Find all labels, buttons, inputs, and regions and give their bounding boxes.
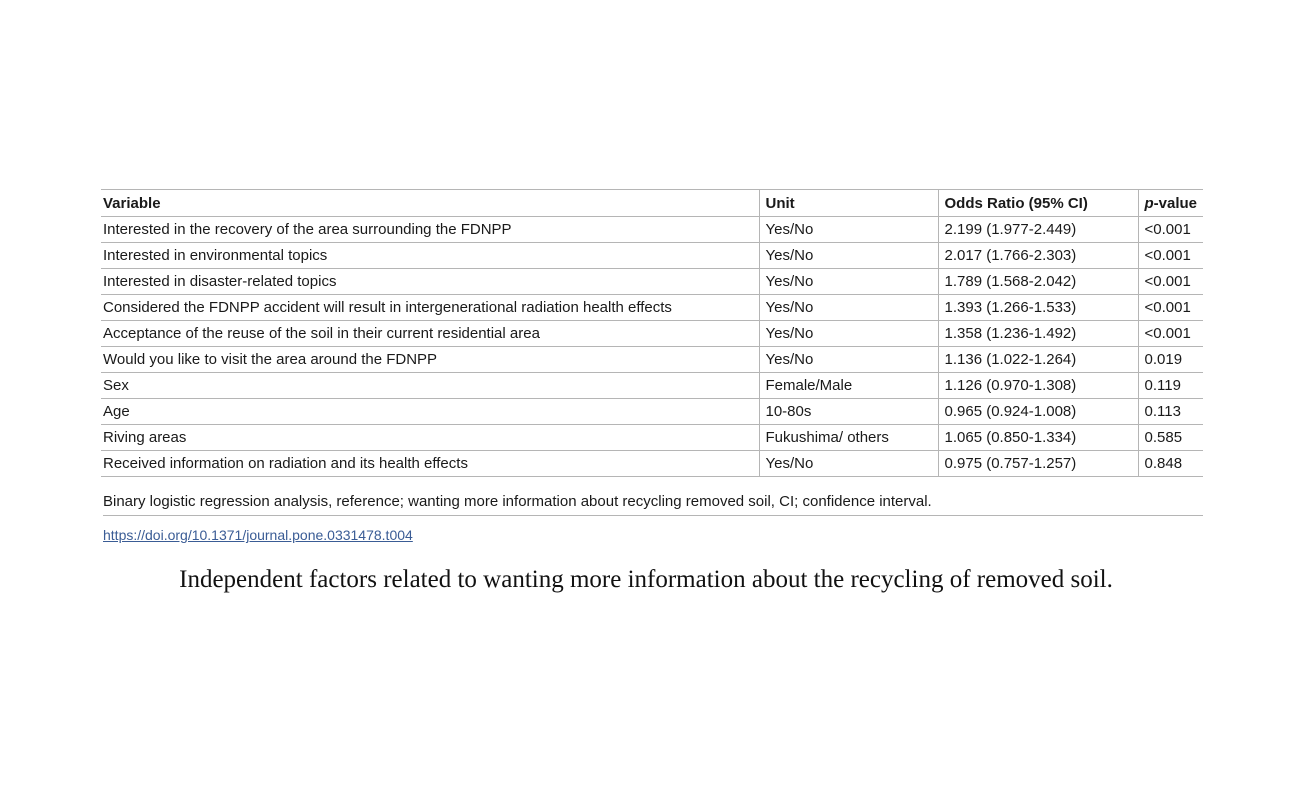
cell-odds-ratio: 1.358 (1.236-1.492) [938,321,1138,347]
table-footnote: Binary logistic regression analysis, reference; wanting more information about recycling removed soil, CI; confidence interval. [103,493,1203,516]
table-row [101,347,1203,373]
cell-unit: Fukushima/ others [759,425,938,451]
table-row [101,451,1203,477]
cell-p-value: <0.001 [1138,269,1203,295]
cell-variable: Sex [101,373,759,399]
cell-variable: Interested in the recovery of the area surrounding the FDNPP [101,217,759,243]
cell-odds-ratio: 2.017 (1.766-2.303) [938,243,1138,269]
results-table-container [101,189,1203,477]
table-row [101,217,1203,243]
cell-unit: Yes/No [759,347,938,373]
doi-link[interactable]: https://doi.org/10.1371/journal.pone.0331478.t004 [103,527,413,543]
cell-variable: Would you like to visit the area around the FDNPP [101,347,759,373]
table-row [101,243,1203,269]
table-row [101,295,1203,321]
cell-unit: Yes/No [759,451,938,477]
table-header-row [101,190,1203,217]
cell-p-value: 0.585 [1138,425,1203,451]
header-p-value-italic: p [1144,194,1154,212]
cell-p-value: 0.119 [1138,373,1203,399]
cell-p-value: 0.848 [1138,451,1203,477]
cell-p-value: <0.001 [1138,243,1203,269]
header-unit: Unit [759,190,938,217]
header-odds-ratio: Odds Ratio (95% CI) [938,190,1138,217]
header-p-value [1138,190,1203,217]
table-row [101,269,1203,295]
cell-odds-ratio: 1.065 (0.850-1.334) [938,425,1138,451]
cell-unit: Female/Male [759,373,938,399]
cell-unit: Yes/No [759,217,938,243]
table-row [101,399,1203,425]
cell-odds-ratio: 1.789 (1.568-2.042) [938,269,1138,295]
cell-unit: Yes/No [759,321,938,347]
cell-variable: Received information on radiation and its health effects [101,451,759,477]
cell-odds-ratio: 0.965 (0.924-1.008) [938,399,1138,425]
cell-p-value: <0.001 [1138,295,1203,321]
cell-odds-ratio: 1.136 (1.022-1.264) [938,347,1138,373]
cell-variable: Considered the FDNPP accident will result in intergenerational radiation health effects [101,295,759,321]
cell-odds-ratio: 1.126 (0.970-1.308) [938,373,1138,399]
cell-variable: Interested in disaster-related topics [101,269,759,295]
cell-variable: Age [101,399,759,425]
cell-unit: Yes/No [759,295,938,321]
cell-p-value: <0.001 [1138,321,1203,347]
cell-odds-ratio: 1.393 (1.266-1.533) [938,295,1138,321]
cell-variable: Acceptance of the reuse of the soil in their current residential area [101,321,759,347]
table-row [101,425,1203,451]
header-variable: Variable [101,190,759,217]
cell-odds-ratio: 2.199 (1.977-2.449) [938,217,1138,243]
cell-odds-ratio: 0.975 (0.757-1.257) [938,451,1138,477]
table-row [101,321,1203,347]
cell-variable: Riving areas [101,425,759,451]
header-p-value-suffix: -value [1153,194,1198,212]
cell-variable: Interested in environmental topics [101,243,759,269]
cell-unit: Yes/No [759,269,938,295]
cell-unit: Yes/No [759,243,938,269]
results-table [101,189,1203,477]
cell-p-value: 0.113 [1138,399,1203,425]
cell-unit: 10-80s [759,399,938,425]
table-row [101,373,1203,399]
table-caption: Independent factors related to wanting more information about the recycling of removed soil. [179,566,1113,593]
cell-p-value: <0.001 [1138,217,1203,243]
cell-p-value: 0.019 [1138,347,1203,373]
